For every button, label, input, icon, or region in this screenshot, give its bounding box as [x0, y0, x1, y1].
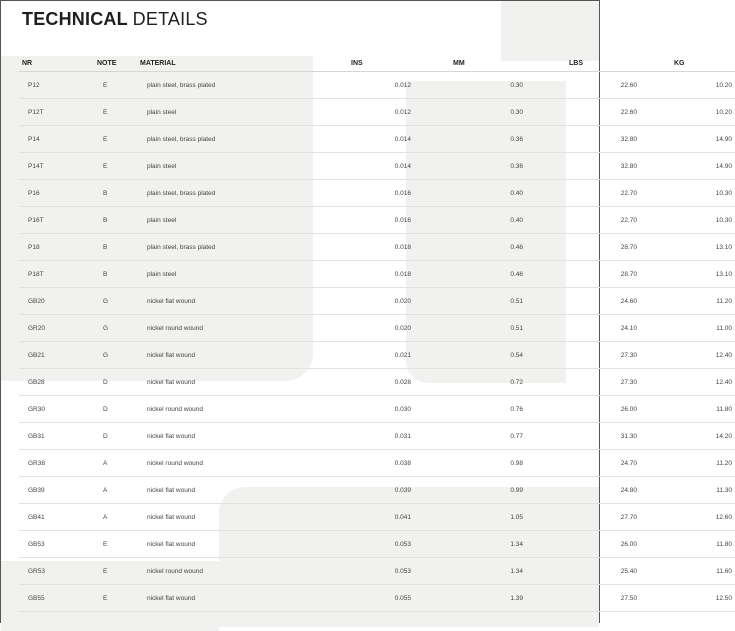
cell-mm: 0.51: [411, 315, 523, 342]
cell-lbs: 26.00: [523, 396, 637, 423]
cell-mm: 0.30: [411, 72, 523, 99]
cell-material: plain steel, brass plated: [140, 72, 335, 99]
table-row: [19, 126, 735, 153]
cell-material: nickel round wound: [140, 315, 335, 342]
table-header-row: [19, 55, 735, 72]
cell-ins: 0.053: [335, 558, 411, 585]
cell-ins: 0.030: [335, 396, 411, 423]
cell-material: nickel flat wound: [140, 288, 335, 315]
cell-mm: 0.99: [411, 477, 523, 504]
cell-nr: P12: [19, 72, 97, 99]
cell-kg: 10.20: [637, 99, 735, 126]
cell-mm: 0.36: [411, 126, 523, 153]
cell-ins: 0.014: [335, 153, 411, 180]
cell-lbs: 24.60: [523, 288, 637, 315]
cell-ins: 0.014: [335, 126, 411, 153]
cell-nr: P14T: [19, 153, 97, 180]
table-row: [19, 396, 735, 423]
cell-lbs: 22.70: [523, 207, 637, 234]
cell-ins: 0.039: [335, 477, 411, 504]
cell-kg: 11.20: [637, 450, 735, 477]
cell-ins: 0.020: [335, 288, 411, 315]
cell-material: plain steel: [140, 153, 335, 180]
cell-ins: 0.020: [335, 315, 411, 342]
column-header-note: NOTE: [97, 55, 140, 72]
cell-mm: 0.98: [411, 450, 523, 477]
table-row: [19, 531, 735, 558]
cell-mm: 0.76: [411, 396, 523, 423]
column-header-nr: NR: [19, 55, 97, 72]
cell-nr: P12T: [19, 99, 97, 126]
table-row: [19, 72, 735, 99]
cell-material: nickel flat wound: [140, 585, 335, 612]
cell-note: D: [97, 423, 140, 450]
cell-ins: 0.012: [335, 99, 411, 126]
cell-note: B: [97, 180, 140, 207]
cell-kg: 11.80: [637, 396, 735, 423]
table-row: [19, 558, 735, 585]
cell-mm: 1.34: [411, 531, 523, 558]
column-header-mm: MM: [411, 55, 523, 72]
column-header-ins: INS: [335, 55, 411, 72]
title-light: DETAILS: [132, 9, 208, 29]
cell-kg: 14.20: [637, 423, 735, 450]
cell-nr: GB41: [19, 504, 97, 531]
cell-ins: 0.055: [335, 585, 411, 612]
cell-material: plain steel: [140, 99, 335, 126]
cell-nr: GR38: [19, 450, 97, 477]
table-row: [19, 288, 735, 315]
cell-lbs: 28.70: [523, 234, 637, 261]
table-row: [19, 342, 735, 369]
cell-nr: P14: [19, 126, 97, 153]
cell-note: E: [97, 585, 140, 612]
cell-lbs: 25.40: [523, 558, 637, 585]
cell-note: D: [97, 369, 140, 396]
table-row: [19, 234, 735, 261]
cell-mm: 1.05: [411, 504, 523, 531]
cell-kg: 11.60: [637, 558, 735, 585]
cell-kg: 11.00: [637, 315, 735, 342]
cell-kg: 12.40: [637, 342, 735, 369]
cell-note: E: [97, 72, 140, 99]
table-row: [19, 369, 735, 396]
table-row: [19, 99, 735, 126]
cell-material: plain steel, brass plated: [140, 180, 335, 207]
cell-material: nickel flat wound: [140, 342, 335, 369]
cell-kg: 11.20: [637, 288, 735, 315]
cell-kg: 14.90: [637, 126, 735, 153]
cell-lbs: 31.30: [523, 423, 637, 450]
table-row: [19, 153, 735, 180]
table-body: [19, 72, 735, 612]
cell-ins: 0.021: [335, 342, 411, 369]
cell-lbs: 27.30: [523, 342, 637, 369]
cell-material: nickel round wound: [140, 450, 335, 477]
cell-nr: P18: [19, 234, 97, 261]
cell-note: B: [97, 207, 140, 234]
cell-kg: 13.10: [637, 261, 735, 288]
cell-lbs: 24.80: [523, 477, 637, 504]
cell-note: B: [97, 234, 140, 261]
cell-nr: GB53: [19, 531, 97, 558]
cell-mm: 0.30: [411, 99, 523, 126]
cell-nr: GR30: [19, 396, 97, 423]
cell-nr: GR20: [19, 315, 97, 342]
page-title: [22, 9, 208, 30]
cell-material: nickel flat wound: [140, 369, 335, 396]
cell-note: A: [97, 477, 140, 504]
table-row: [19, 423, 735, 450]
cell-ins: 0.012: [335, 72, 411, 99]
cell-nr: P16: [19, 180, 97, 207]
cell-kg: 12.50: [637, 585, 735, 612]
cell-note: G: [97, 342, 140, 369]
cell-material: plain steel, brass plated: [140, 234, 335, 261]
cell-note: E: [97, 99, 140, 126]
cell-note: E: [97, 153, 140, 180]
table-row: [19, 207, 735, 234]
cell-material: nickel flat wound: [140, 504, 335, 531]
cell-ins: 0.031: [335, 423, 411, 450]
cell-note: A: [97, 504, 140, 531]
cell-mm: 0.72: [411, 369, 523, 396]
cell-note: B: [97, 261, 140, 288]
title-bold: TECHNICAL: [22, 9, 128, 29]
cell-note: E: [97, 558, 140, 585]
cell-ins: 0.016: [335, 207, 411, 234]
cell-mm: 0.54: [411, 342, 523, 369]
cell-mm: 1.34: [411, 558, 523, 585]
cell-ins: 0.018: [335, 261, 411, 288]
cell-mm: 0.51: [411, 288, 523, 315]
table-row: [19, 477, 735, 504]
cell-ins: 0.038: [335, 450, 411, 477]
cell-note: G: [97, 288, 140, 315]
cell-lbs: 28.70: [523, 261, 637, 288]
cell-lbs: 27.30: [523, 369, 637, 396]
cell-lbs: 22.70: [523, 180, 637, 207]
cell-note: D: [97, 396, 140, 423]
cell-lbs: 24.10: [523, 315, 637, 342]
cell-material: nickel flat wound: [140, 423, 335, 450]
cell-kg: 14.90: [637, 153, 735, 180]
cell-nr: GR53: [19, 558, 97, 585]
cell-material: plain steel: [140, 207, 335, 234]
table-row: [19, 180, 735, 207]
cell-ins: 0.028: [335, 369, 411, 396]
cell-note: E: [97, 126, 140, 153]
cell-kg: 10.30: [637, 207, 735, 234]
cell-note: E: [97, 531, 140, 558]
cell-kg: 11.30: [637, 477, 735, 504]
cell-lbs: 32.80: [523, 153, 637, 180]
cell-kg: 11.80: [637, 531, 735, 558]
cell-nr: P16T: [19, 207, 97, 234]
column-header-material: MATERIAL: [140, 55, 335, 72]
cell-mm: 0.77: [411, 423, 523, 450]
column-header-kg: KG: [637, 55, 735, 72]
cell-kg: 12.60: [637, 504, 735, 531]
cell-nr: GB21: [19, 342, 97, 369]
cell-nr: GB55: [19, 585, 97, 612]
cell-lbs: 27.70: [523, 504, 637, 531]
cell-material: nickel flat wound: [140, 477, 335, 504]
table-row: [19, 315, 735, 342]
cell-mm: 0.40: [411, 180, 523, 207]
cell-kg: 12.40: [637, 369, 735, 396]
cell-lbs: 27.50: [523, 585, 637, 612]
cell-mm: 0.36: [411, 153, 523, 180]
cell-kg: 13.10: [637, 234, 735, 261]
cell-material: nickel flat wound: [140, 531, 335, 558]
cell-nr: P18T: [19, 261, 97, 288]
cell-note: A: [97, 450, 140, 477]
technical-details-table: [19, 55, 735, 612]
cell-material: plain steel, brass plated: [140, 126, 335, 153]
cell-mm: 0.40: [411, 207, 523, 234]
cell-kg: 10.30: [637, 180, 735, 207]
cell-nr: GB20: [19, 288, 97, 315]
cell-lbs: 22.60: [523, 72, 637, 99]
cell-lbs: 32.80: [523, 126, 637, 153]
cell-lbs: 24.70: [523, 450, 637, 477]
cell-material: nickel round wound: [140, 558, 335, 585]
column-header-lbs: LBS: [523, 55, 637, 72]
cell-ins: 0.041: [335, 504, 411, 531]
cell-mm: 1.39: [411, 585, 523, 612]
background-shape: [501, 1, 599, 61]
table-row: [19, 261, 735, 288]
cell-mm: 0.46: [411, 234, 523, 261]
cell-nr: GB31: [19, 423, 97, 450]
cell-mm: 0.46: [411, 261, 523, 288]
cell-ins: 0.016: [335, 180, 411, 207]
cell-lbs: 22.60: [523, 99, 637, 126]
table-row: [19, 585, 735, 612]
cell-nr: GB28: [19, 369, 97, 396]
cell-note: G: [97, 315, 140, 342]
table-row: [19, 504, 735, 531]
cell-ins: 0.053: [335, 531, 411, 558]
table-row: [19, 450, 735, 477]
cell-lbs: 26.00: [523, 531, 637, 558]
cell-material: plain steel: [140, 261, 335, 288]
cell-material: nickel round wound: [140, 396, 335, 423]
cell-nr: GB39: [19, 477, 97, 504]
cell-kg: 10.20: [637, 72, 735, 99]
cell-ins: 0.018: [335, 234, 411, 261]
